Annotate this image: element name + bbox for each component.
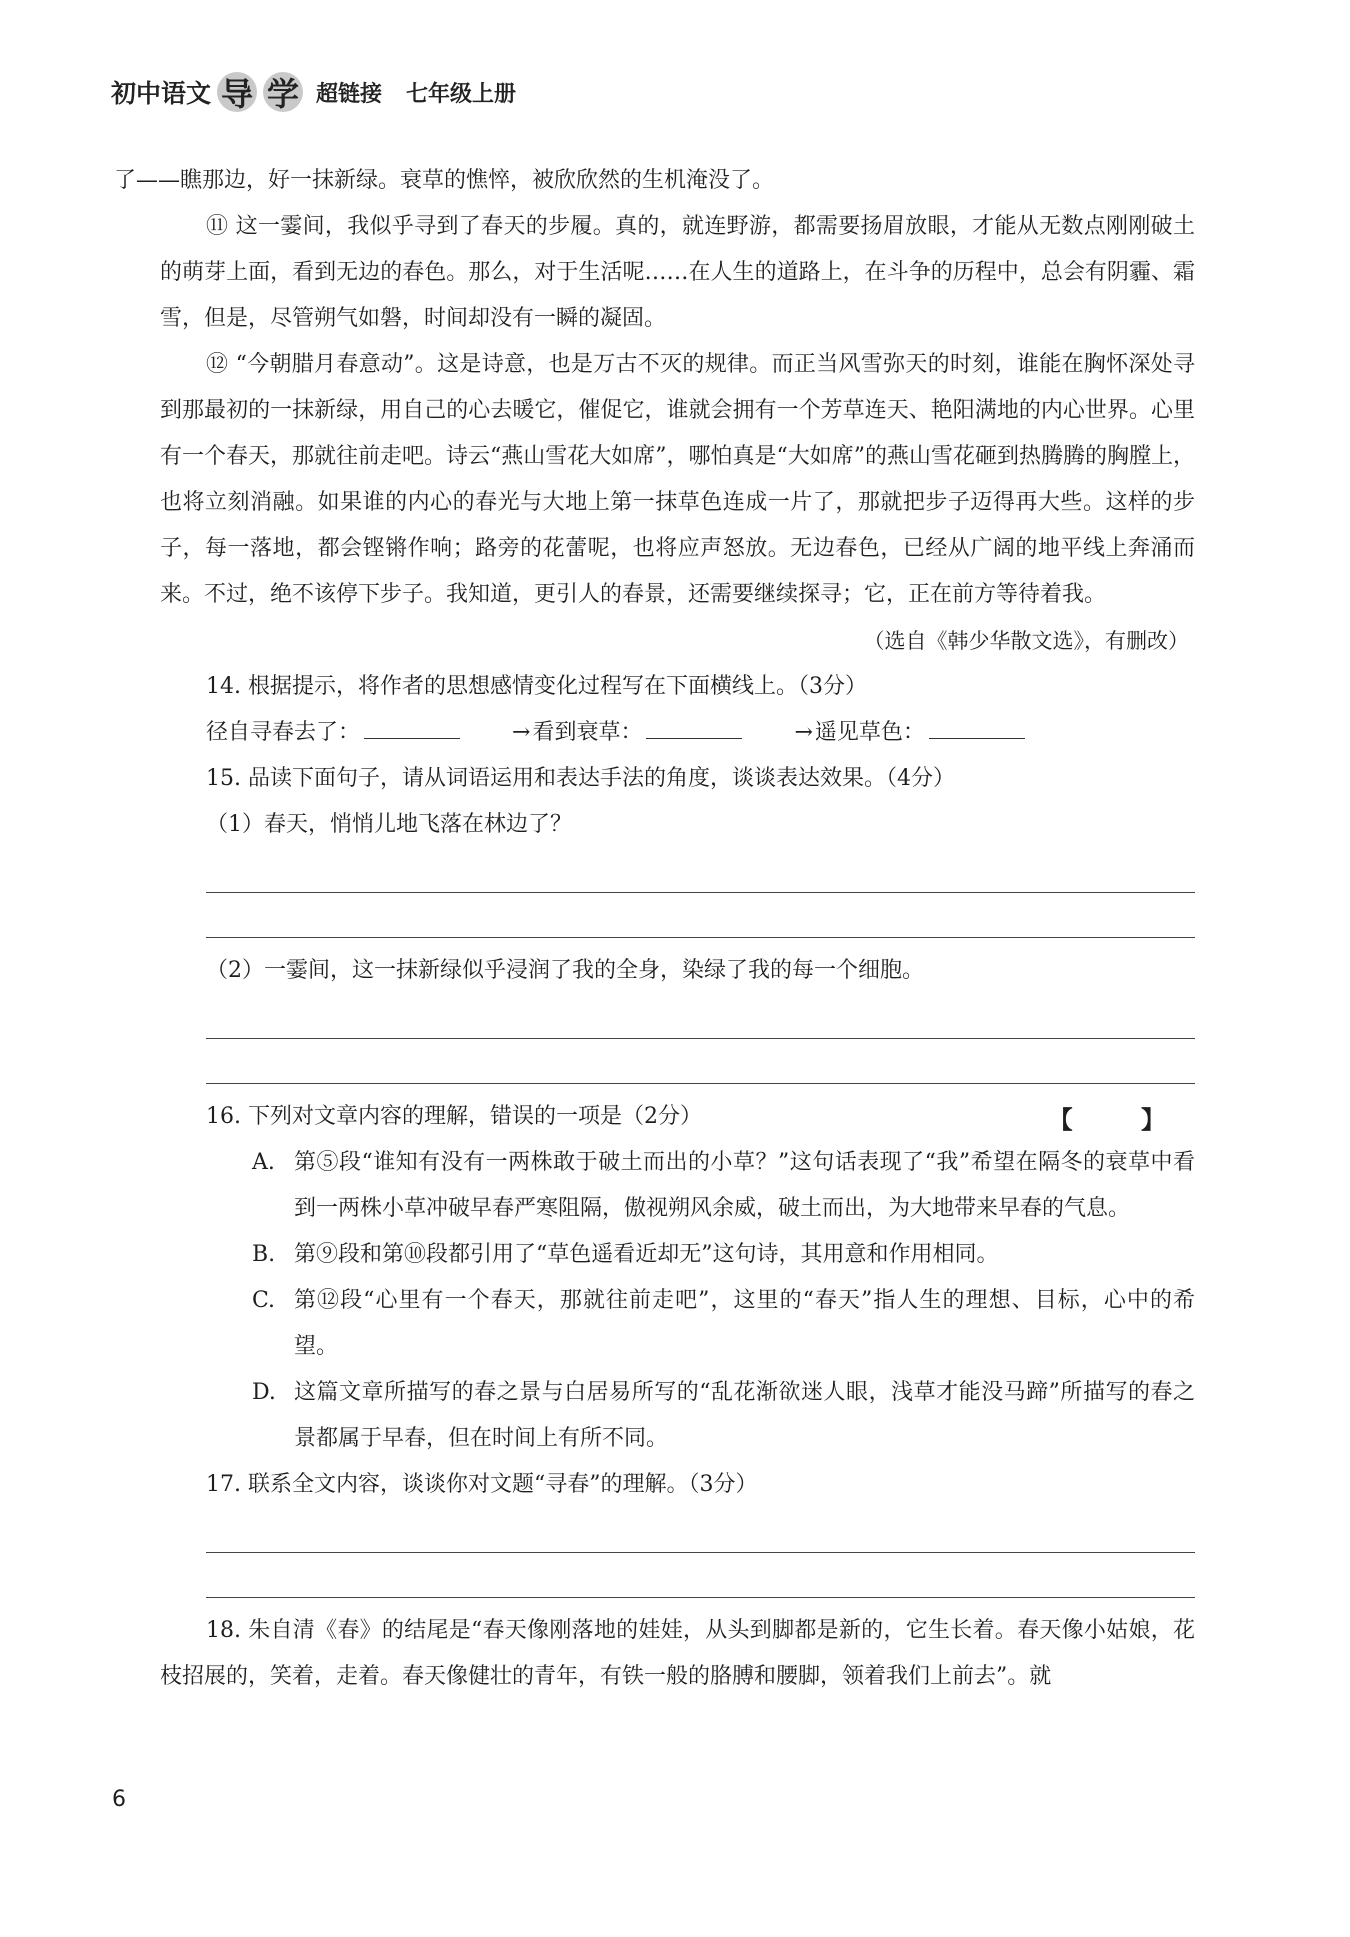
answer-line[interactable] — [206, 1039, 1195, 1084]
q14-blank-1[interactable] — [364, 710, 460, 739]
option-label: A. — [252, 1150, 275, 1175]
q14-stage3-label: 遥见草色： — [814, 720, 925, 745]
answer-line[interactable] — [206, 848, 1195, 893]
question-17-stem: 17. 联系全文内容，谈谈你对文题“寻春”的理解。（3分） — [206, 1472, 758, 1497]
book-subtitle: 超链接 — [316, 81, 383, 107]
answer-brackets[interactable]: 【 】 — [1048, 1104, 1195, 1134]
page-header — [111, 72, 516, 112]
header-circle-dao: 导 — [217, 72, 257, 112]
question-15-stem: 15. 品读下面句子，请从词语运用和表达手法的角度，谈谈表达效果。（4分） — [206, 766, 955, 791]
answer-line[interactable] — [206, 1508, 1195, 1553]
answer-line[interactable] — [206, 1553, 1195, 1598]
question-14-blanks — [160, 710, 1195, 756]
question-18-stem: 18. 朱自清《春》的结尾是“春天像刚落地的娃娃，从头到脚都是新的，它生长着。春天像小姑娘，花枝招展的，笑着，走着。春天像健壮的青年，有铁一般的胳膊和腰脚，领着我们上前去”。就 — [160, 1618, 1195, 1689]
option-text: 第⑨段和第⑩段都引用了“草色遥看近却无”这句诗，其用意和作用相同。 — [294, 1242, 999, 1267]
q14-stage1-label: 径自寻春去了： — [206, 720, 361, 745]
question-14-stem: 14. 根据提示，将作者的思想感情变化过程写在下面横线上。（3分） — [206, 674, 867, 699]
page-body — [114, 158, 1195, 1700]
q14-blank-3[interactable] — [929, 710, 1025, 739]
question-15-item-2: （2）一霎间，这一抹新绿似乎浸润了我的全身，染绿了我的每一个细胞。 — [206, 958, 924, 983]
grade-label: 七年级上册 — [406, 81, 517, 107]
option-b[interactable] — [252, 1232, 1195, 1278]
q14-stage2-label: 看到衰草： — [532, 720, 643, 745]
option-text: 第⑤段“谁知有没有一两株敢于破土而出的小草？”这句话表现了“我”希望在隔冬的衰草中看到一两株小草冲破早春严寒阻隔，傲视朔风余威，破土而出，为大地带来早春的气息。 — [294, 1150, 1195, 1221]
question-16-stem: 16. 下列对文章内容的理解，错误的一项是（2分） — [206, 1104, 702, 1129]
option-d[interactable] — [252, 1370, 1195, 1462]
passage-paragraph: 了——瞧那边，好一抹新绿。衰草的憔悴，被欣欣然的生机淹没了。 — [114, 168, 775, 193]
answer-line[interactable] — [206, 893, 1195, 938]
arrow-icon: → — [512, 720, 531, 745]
option-label: B. — [252, 1242, 276, 1267]
question-16-row — [160, 1094, 1195, 1140]
question-15-item-1: （1）春天，悄悄儿地飞落在林边了？ — [206, 812, 572, 837]
header-circle-xue: 学 — [263, 72, 303, 112]
page-number: 6 — [112, 1787, 126, 1812]
option-label: D. — [252, 1380, 276, 1405]
q14-blank-2[interactable] — [646, 710, 742, 739]
option-label: C. — [252, 1288, 276, 1313]
passage-source: （选自《韩少华散文选》，有删改） — [863, 629, 1189, 653]
option-c[interactable] — [252, 1278, 1195, 1370]
passage-paragraph-12: ⑫ “今朝腊月春意动”。这是诗意，也是万古不灭的规律。而正当风雪弥天的时刻，谁能在胸怀深处寻到那最初的一抹新绿，用自己的心去暖它，催促它，谁就会拥有一个芳草连天、艳阳满地的内心世界。心里有一个春天，那就往前走吧。诗云“燕山雪花大如席”，哪怕真是“大如席”的燕山雪花砸到热腾腾的胸膛上，也将立刻消融。如果谁的内心的春光与大地上第一抹草色连成一片了，那就把步子迈得再大些。这样的步子，每一落地，都会铿锵作响；路旁的花蕾呢，也将应声怒放。无边春色，已经从广阔的地平线上奔涌而来。不过，绝不该停下步子。我知道，更引人的春景，还需要继续探寻；它，正在前方等待着我。 — [160, 352, 1195, 607]
option-text: 这篇文章所描写的春之景与白居易所写的“乱花渐欲迷人眼，浅草才能没马蹄”所描写的春之景都属于早春，但在时间上有所不同。 — [294, 1380, 1195, 1451]
option-text: 第⑫段“心里有一个春天，那就往前走吧”，这里的“春天”指人生的理想、目标，心中的希望。 — [294, 1288, 1195, 1359]
arrow-icon: → — [794, 720, 813, 745]
book-series-title: 初中语文 — [111, 79, 212, 108]
option-a[interactable] — [252, 1140, 1195, 1232]
passage-paragraph-11: ⑪ 这一霎间，我似乎寻到了春天的步履。真的，就连野游，都需要扬眉放眼，才能从无数点刚刚破土的萌芽上面，看到无边的春色。那么，对于生活呢……在人生的道路上，在斗争的历程中，总会有阴霾、霜雪，但是，尽管朔气如磐，时间却没有一瞬的凝固。 — [160, 214, 1195, 331]
answer-line[interactable] — [206, 994, 1195, 1039]
